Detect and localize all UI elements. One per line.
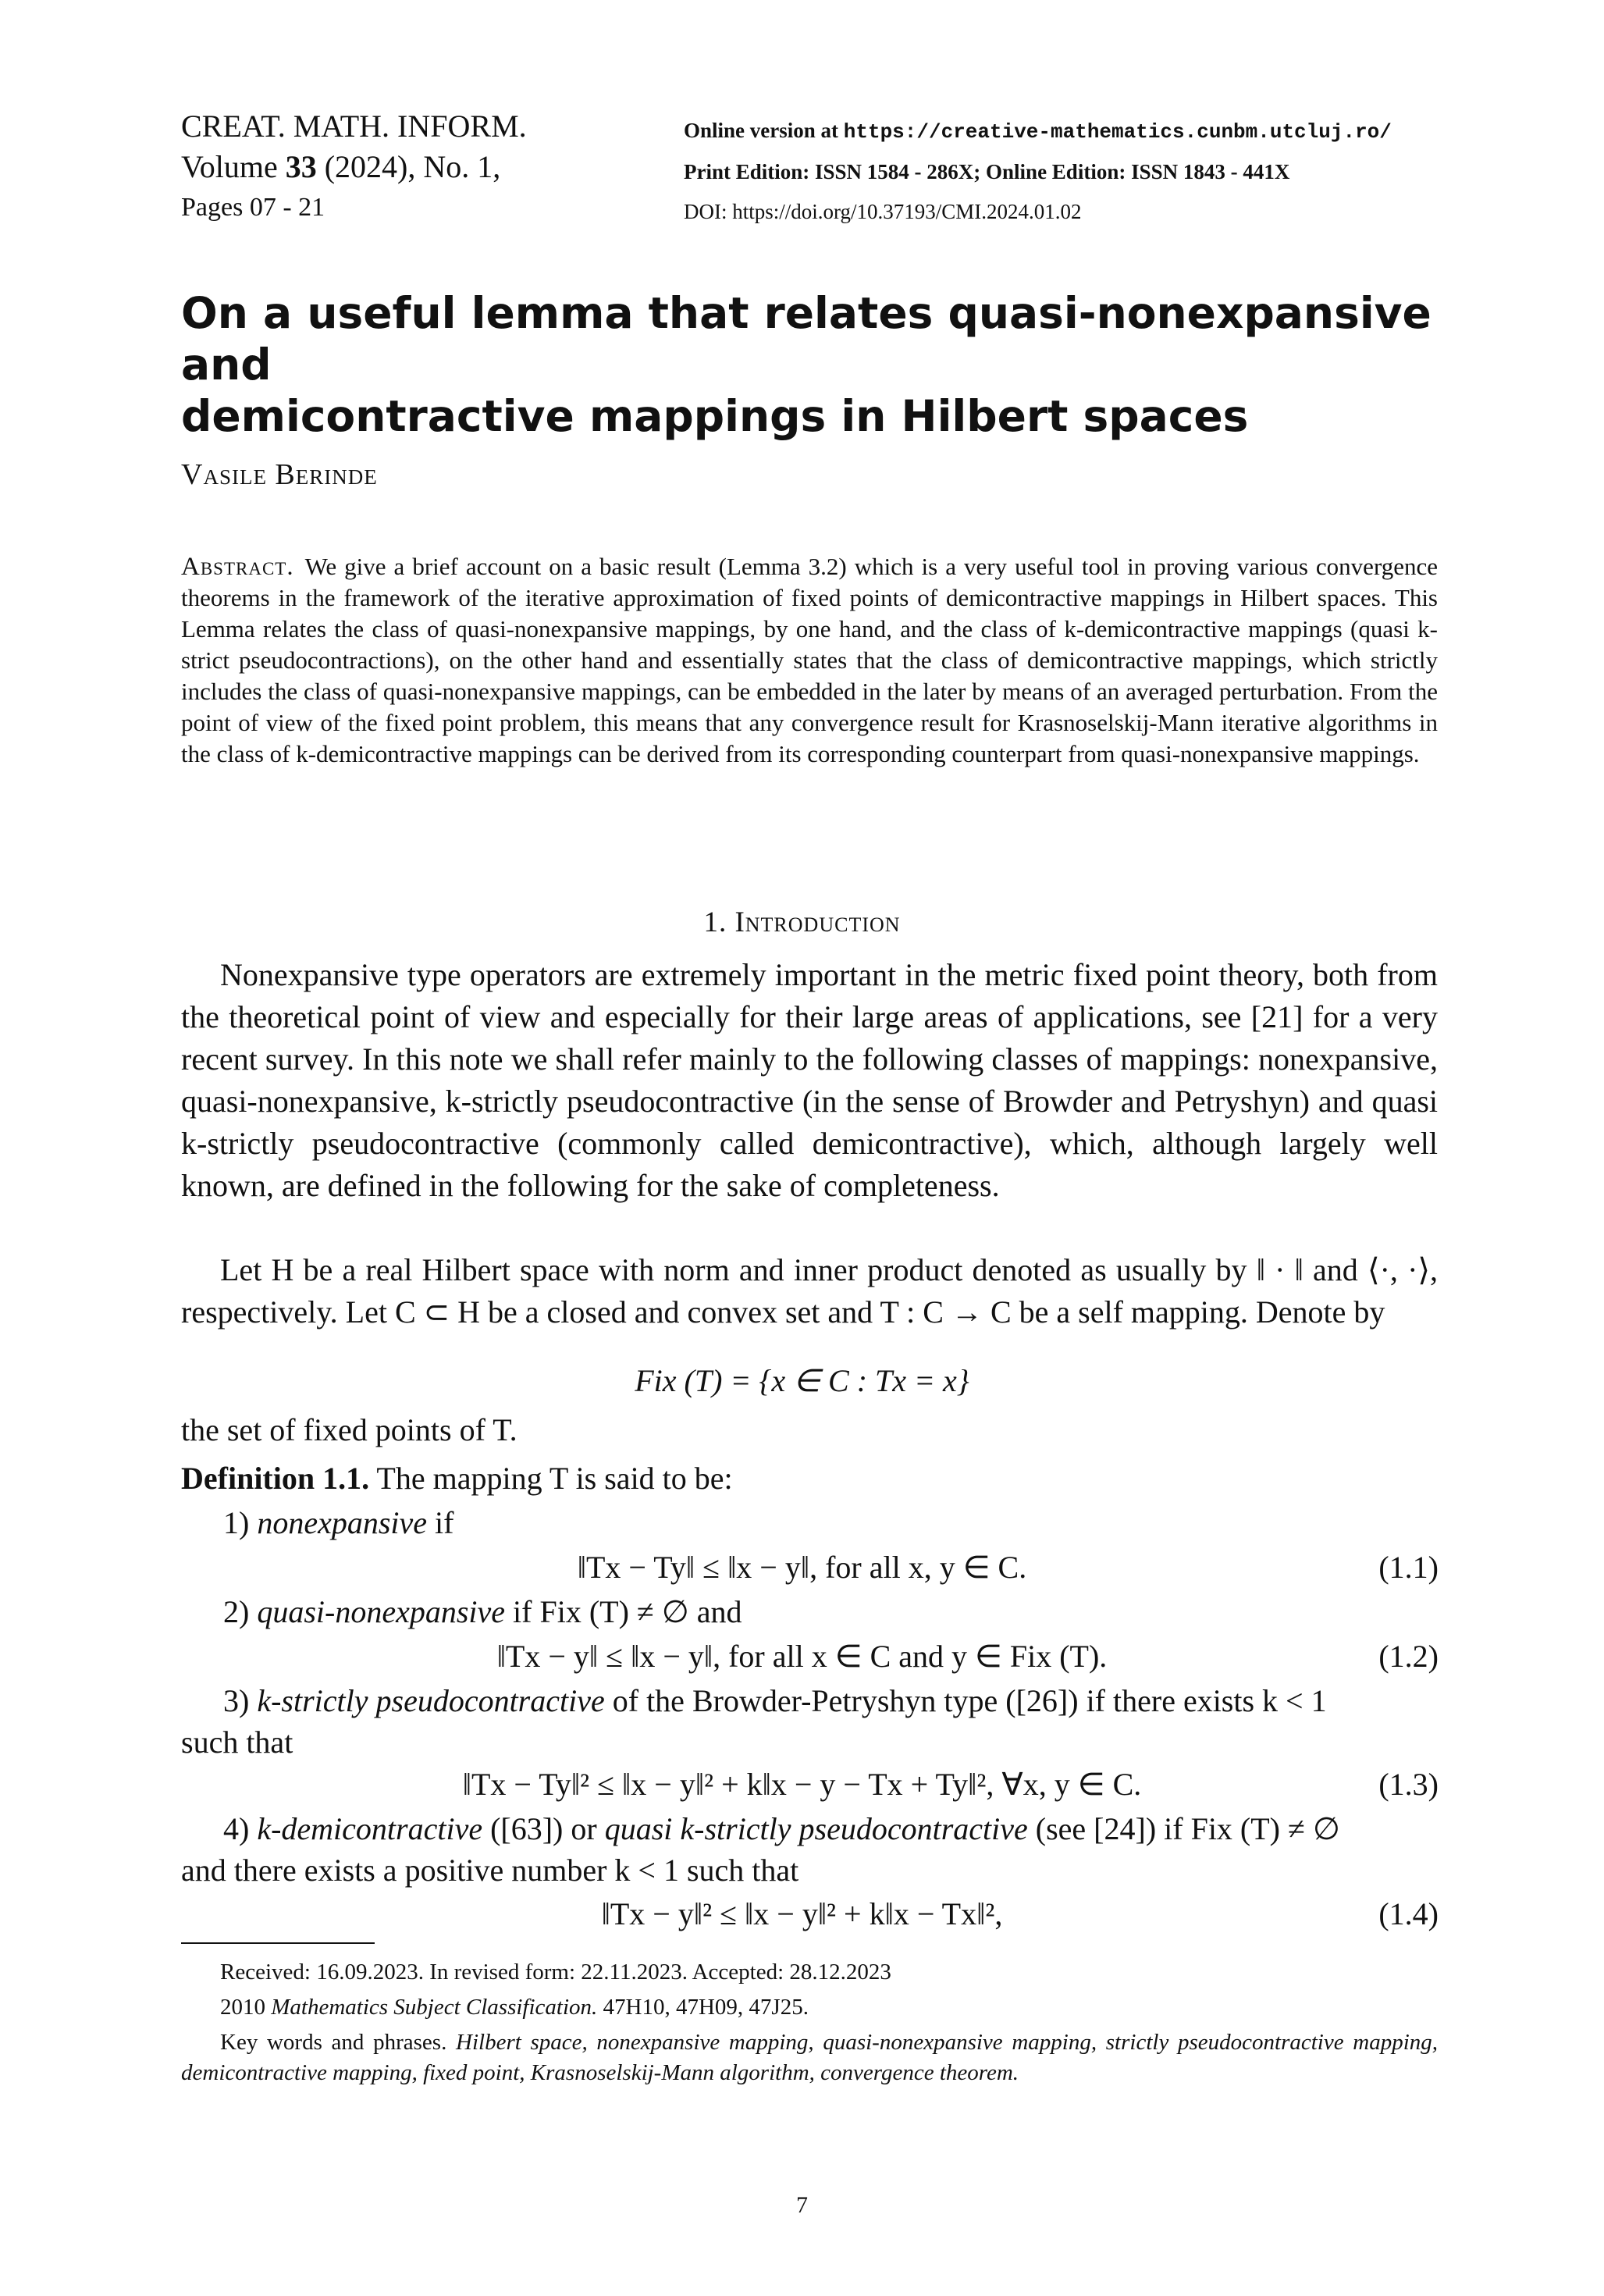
issn-line: Print Edition: ISSN 1584 - 286X; Online Edition: ISSN 1843 - 441X — [684, 160, 1290, 183]
definition-item-4-continued: and there exists a positive number k < 1 such that — [181, 1853, 799, 1888]
definition-heading: Definition 1.1. The mapping T is said to be: — [181, 1461, 733, 1496]
online-version-line: Online version at https://creative-mathematics.cunbm.utcluj.ro/ — [684, 119, 1392, 144]
equation-number-1-2: (1.2) — [1378, 1639, 1439, 1674]
doi-link[interactable]: DOI: https://doi.org/10.37193/CMI.2024.01.02 — [684, 200, 1082, 223]
volume-number: 33 — [285, 149, 317, 184]
equation-number-1-1: (1.1) — [1378, 1550, 1439, 1585]
definition-item-2: 2) quasi-nonexpansive if Fix (T) ≠ ∅ and — [223, 1594, 742, 1629]
online-url-link[interactable]: https://creative-mathematics.cunbm.utcluj.ro/ — [843, 120, 1392, 144]
footnotes — [181, 1957, 1438, 2088]
equation-number-1-3: (1.3) — [1378, 1767, 1439, 1802]
fix-set-caption: the set of fixed points of T. — [181, 1412, 517, 1447]
author-name: Vasile Berinde — [181, 458, 378, 491]
intro-paragraph-2: Let H be a real Hilbert space with norm and inner product denoted as usually by ‖ · ‖ and ⟨·, ·⟩, respectively. Let C ⊂ H be a closed and convex set and T : C → C be a self mapping. Denote by — [181, 1252, 1438, 1330]
msc-classification: 2010 Mathematics Subject Classification. 47H10, 47H09, 47J25. — [220, 1995, 809, 2020]
definition-label: Definition 1.1. — [181, 1461, 370, 1496]
definition-item-4: 4) k-demicontractive ([63]) or quasi k-strictly pseudocontractive (see [24]) if Fix (T) ≠ ∅ — [223, 1811, 1340, 1846]
definition-item-3-continued: such that — [181, 1725, 293, 1760]
paper-title: On a useful lemma that relates quasi-nonexpansive and demicontractive mappings in Hilbert spaces — [181, 288, 1432, 441]
equation-1-1: ‖Tx − Ty‖ ≤ ‖x − y‖, for all x, y ∈ C. — [577, 1550, 1027, 1585]
journal-header — [181, 106, 527, 228]
journal-name: CREAT. MATH. INFORM. — [181, 109, 527, 144]
section-heading: 1. Introduction — [703, 906, 901, 938]
equation-number-1-4: (1.4) — [1378, 1896, 1439, 1931]
fix-set-equation: Fix (T) = {x ∈ C : Tx = x} — [635, 1363, 969, 1398]
abstract-heading: Abstract. — [181, 553, 294, 581]
pages-range: Pages 07 - 21 — [181, 193, 325, 222]
definition-item-3: 3) k-strictly pseudocontractive of the Browder-Petryshyn type ([26]) if there exists k < 1 — [223, 1683, 1327, 1718]
received-dates: Received: 16.09.2023. In revised form: 22.11.2023. Accepted: 28.12.2023 — [220, 1960, 891, 1985]
definition-item-1: 1) nonexpansive if — [223, 1505, 454, 1540]
intro-paragraph-1: Nonexpansive type operators are extremely important in the metric fixed point theory, both from the theoretical point of view and especially for their large areas of applications, see [21] for a very recent survey. In this note we shall refer mainly to the following classes of mappings: nonexpansive, quasi-nonexpansive, k-strictly pseudocontractive (in the sense of Browder and Petryshyn) and quasi k-strictly pseudocontractive (commonly called demicontractive), which, although largely well known, are defined in the following for the sake of completeness. — [181, 957, 1438, 1203]
footnote-rule — [181, 1942, 375, 1944]
equation-1-4: ‖Tx − y‖² ≤ ‖x − y‖² + k‖x − Tx‖², — [601, 1896, 1003, 1931]
publication-info — [684, 111, 1392, 232]
equation-1-3: ‖Tx − Ty‖² ≤ ‖x − y‖² + k‖x − y − Tx + Ty‖², ∀x, y ∈ C. — [462, 1767, 1142, 1802]
volume-line: Volume 33 (2024), No. 1, — [181, 149, 501, 184]
page-number: 7 — [796, 2192, 808, 2218]
abstract-text: We give a brief account on a basic result (Lemma 3.2) which is a very useful tool in proving various convergence theorems in the framework of the iterative approximation of fixed points of demicontractive mappings in Hilbert spaces. This Lemma relates the class of quasi-nonexpansive mappings, by one hand, and the class of k-demicontractive mappings (quasi k-strict pseudocontractions), on the other hand and essentially states that the class of demicontractive mappings, which strictly includes the class of quasi-nonexpansive mappings, can be embedded in the later by means of an averaged perturbation. From the point of view of the fixed point problem, this means that any convergence result for Krasnoselskij-Mann iterative algorithms in the class of k-demicontractive mappings can be derived from its corresponding counterpart from quasi-nonexpansive mappings. — [181, 553, 1438, 767]
equation-1-2: ‖Tx − y‖ ≤ ‖x − y‖, for all x ∈ C and y ∈ Fix (T). — [496, 1639, 1108, 1674]
keywords: Key words and phrases. Hilbert space, nonexpansive mapping, quasi-nonexpansive mapping, strictly pseudocontractive mapping, demicontractive mapping, fixed point, Krasnoselskij-Mann algorithm, convergence theorem. — [181, 2030, 1439, 2085]
abstract — [181, 551, 1438, 770]
